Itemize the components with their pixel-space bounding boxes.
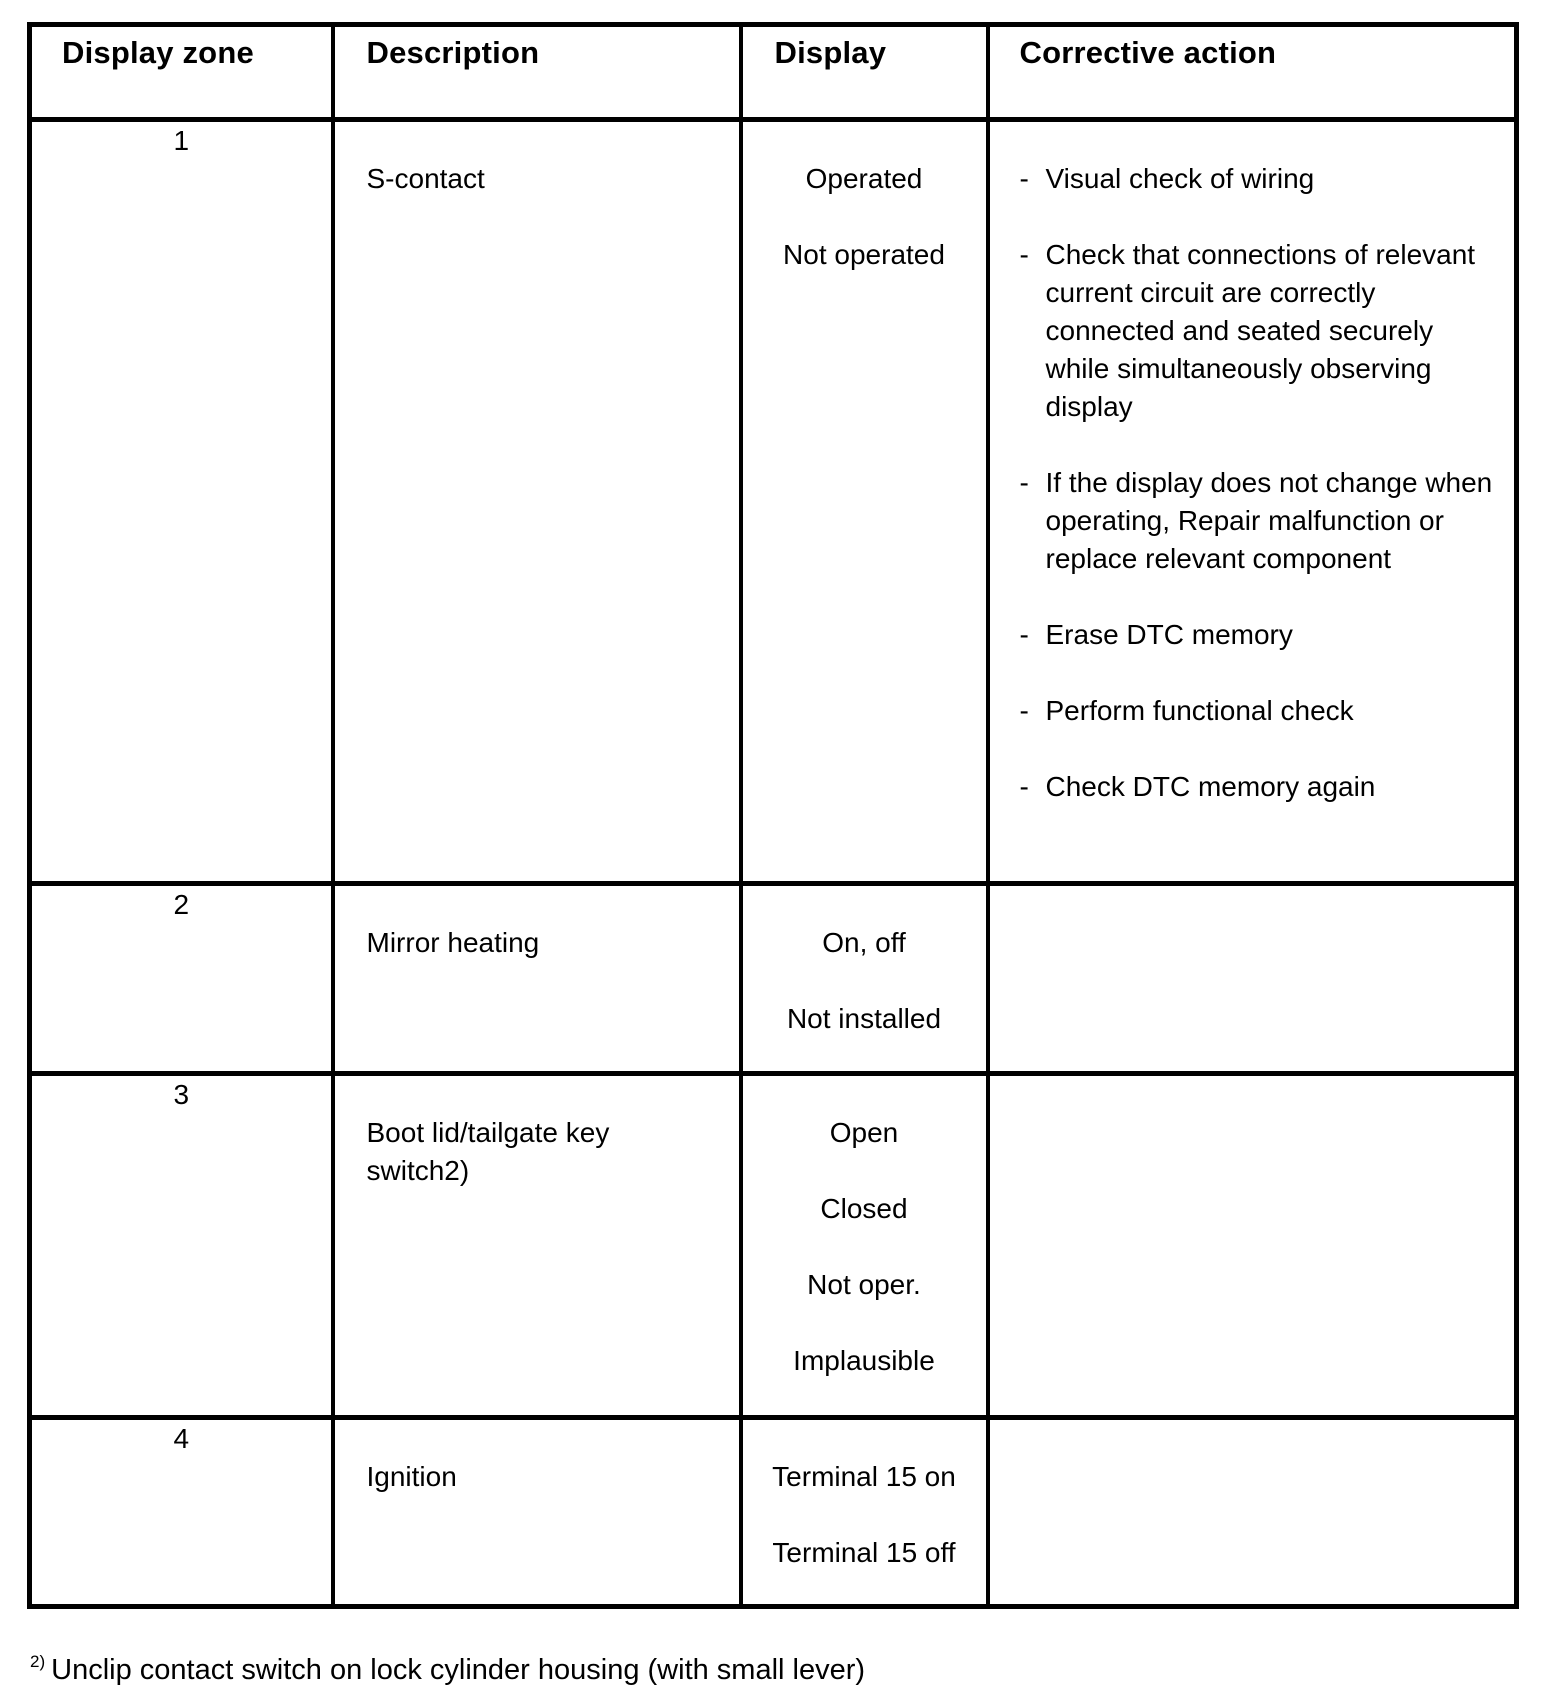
display-value: Open	[829, 1117, 899, 1148]
display-value: Implausible	[793, 1345, 935, 1376]
display-value: On, off	[822, 927, 906, 958]
zone-cell: 2	[30, 884, 333, 1074]
zone-cell: 1	[30, 120, 333, 884]
table-row	[30, 884, 1517, 1074]
header-corrective-action: Corrective action	[988, 25, 1517, 120]
bullet-dash: -	[1019, 771, 1029, 802]
display-value: Terminal 15 off	[772, 1537, 956, 1568]
footnote	[30, 1652, 865, 1687]
display-value: Terminal 15 on	[772, 1461, 956, 1492]
display-cell	[741, 884, 988, 1074]
action-item: - Erase DTC memory	[1020, 616, 1495, 654]
display-value: Not installed	[786, 1003, 942, 1034]
action-item: - Visual check of wiring	[1020, 160, 1495, 198]
corrective-action-cell	[988, 884, 1517, 1074]
bullet-dash: -	[1019, 239, 1029, 270]
description-cell: Boot lid/tailgate key switch2)	[333, 1074, 741, 1418]
display-cell	[741, 120, 988, 884]
table-row	[30, 1074, 1517, 1418]
header-display: Display	[741, 25, 988, 120]
bullet-dash: -	[1019, 695, 1029, 726]
bullet-dash: -	[1019, 619, 1029, 650]
action-item: - If the display does not change when operating, Repair malfunction or replace relevant component	[1020, 464, 1495, 578]
description-cell: Ignition	[333, 1418, 741, 1607]
bullet-dash: -	[1019, 163, 1029, 194]
corrective-action-cell	[988, 120, 1517, 884]
display-value: Operated	[805, 163, 923, 194]
corrective-action-cell	[988, 1418, 1517, 1607]
corrective-action-cell	[988, 1074, 1517, 1418]
display-value: Not operated	[783, 239, 945, 270]
display-value: Closed	[820, 1193, 908, 1224]
description-cell: Mirror heating	[333, 884, 741, 1074]
action-item: - Check DTC memory again	[1020, 768, 1495, 806]
display-value: Not oper.	[807, 1269, 921, 1300]
table-row	[30, 120, 1517, 884]
action-item: - Check that connections of relevant current circuit are correctly connected and seated securely while simultaneously observing display	[1020, 236, 1495, 426]
display-cell	[741, 1074, 988, 1418]
zone-cell: 3	[30, 1074, 333, 1418]
action-item: - Perform functional check	[1020, 692, 1495, 730]
footnote-marker: 2)	[30, 1652, 46, 1671]
footnote-text: Unclip contact switch on lock cylinder housing (with small lever)	[51, 1654, 866, 1686]
display-zone-table	[27, 22, 1519, 1609]
header-description: Description	[333, 25, 741, 120]
header-display-zone: Display zone	[30, 25, 333, 120]
bullet-dash: -	[1019, 467, 1029, 498]
display-cell	[741, 1418, 988, 1607]
description-cell: S-contact	[333, 120, 741, 884]
table-row	[30, 1418, 1517, 1607]
table-header-row	[30, 25, 1517, 120]
zone-cell: 4	[30, 1418, 333, 1607]
